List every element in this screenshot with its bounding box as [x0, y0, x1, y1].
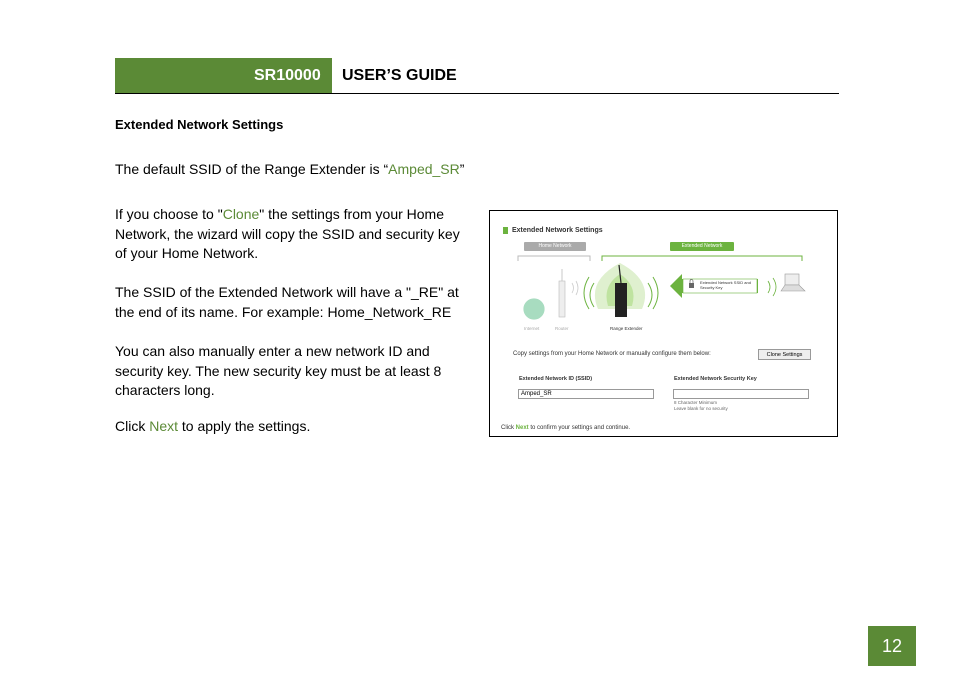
router-icon	[559, 281, 565, 317]
page-number: 12	[868, 626, 916, 666]
copy-instructions: Copy settings from your Home Network or manually configure them below:	[513, 351, 711, 357]
extended-bracket	[602, 256, 802, 261]
text-segment: The default SSID of the Range Extender is “	[115, 161, 389, 177]
paragraph-clone	[115, 205, 475, 264]
home-bracket	[518, 256, 590, 261]
highlight-next: Next	[149, 418, 179, 434]
next-link[interactable]: Next	[515, 425, 529, 431]
paragraph-manual-entry: You can also manually enter a new network ID and security key. The new security key must be at least 8 characters long.	[115, 343, 442, 398]
section-heading: Extended Network Settings	[115, 117, 284, 132]
paragraph-click-next	[115, 417, 475, 437]
extended-network-tag: Extended Network	[670, 242, 734, 251]
header-rule	[115, 93, 839, 94]
ssid-label: Extended Network ID (SSID)	[519, 376, 593, 382]
network-diagram	[490, 211, 839, 341]
laptop-icon	[785, 274, 799, 285]
text-segment: ”	[459, 161, 465, 177]
home-network-tag: Home Network	[524, 242, 586, 251]
text-segment: " the settings from your Home Network, the wizard will copy the SSID and security key of your Home Network.	[115, 206, 460, 261]
key-hint-minimum: 8 Character Minimum	[674, 400, 718, 405]
security-key-label: Extended Network Security Key	[674, 376, 757, 382]
paragraph-ssid-suffix: The SSID of the Extended Network will have a "_RE" at the end of its name. For example: Home_Network_RE	[115, 284, 459, 320]
ssid-input[interactable]	[518, 389, 654, 399]
text-segment: If you choose to "	[115, 206, 223, 222]
highlight-ssid: Amped_SR	[388, 161, 460, 177]
laptop-wifi-icon	[768, 278, 776, 296]
screenshot-title: Extended Network Settings	[512, 227, 603, 234]
settings-screenshot	[489, 210, 838, 437]
range-extender-label: Range Extender	[610, 326, 643, 331]
text-segment: to apply the settings.	[178, 418, 311, 434]
clone-settings-button[interactable]: Clone Settings	[758, 349, 811, 360]
paragraph-default-ssid	[115, 160, 475, 180]
highlight-clone: Clone	[222, 206, 260, 222]
internet-label: Internet	[524, 326, 540, 331]
text-segment: to confirm your settings and continue.	[528, 425, 631, 431]
text-segment: Click	[501, 425, 516, 431]
lock-icon	[689, 283, 694, 288]
arrow-label: Extended Network SSID and Security Key	[700, 280, 751, 290]
security-key-input[interactable]	[673, 389, 809, 399]
text-segment: Click	[115, 418, 150, 434]
screenshot-footer	[501, 425, 630, 431]
header-model-label: SR10000	[115, 58, 332, 93]
header-title: USER’S GUIDE	[342, 67, 457, 84]
range-extender-icon	[615, 283, 627, 317]
router-wifi-icon	[572, 281, 578, 295]
router-label: Router	[555, 326, 569, 331]
key-hint-blank: Leave blank for no security	[674, 406, 728, 411]
